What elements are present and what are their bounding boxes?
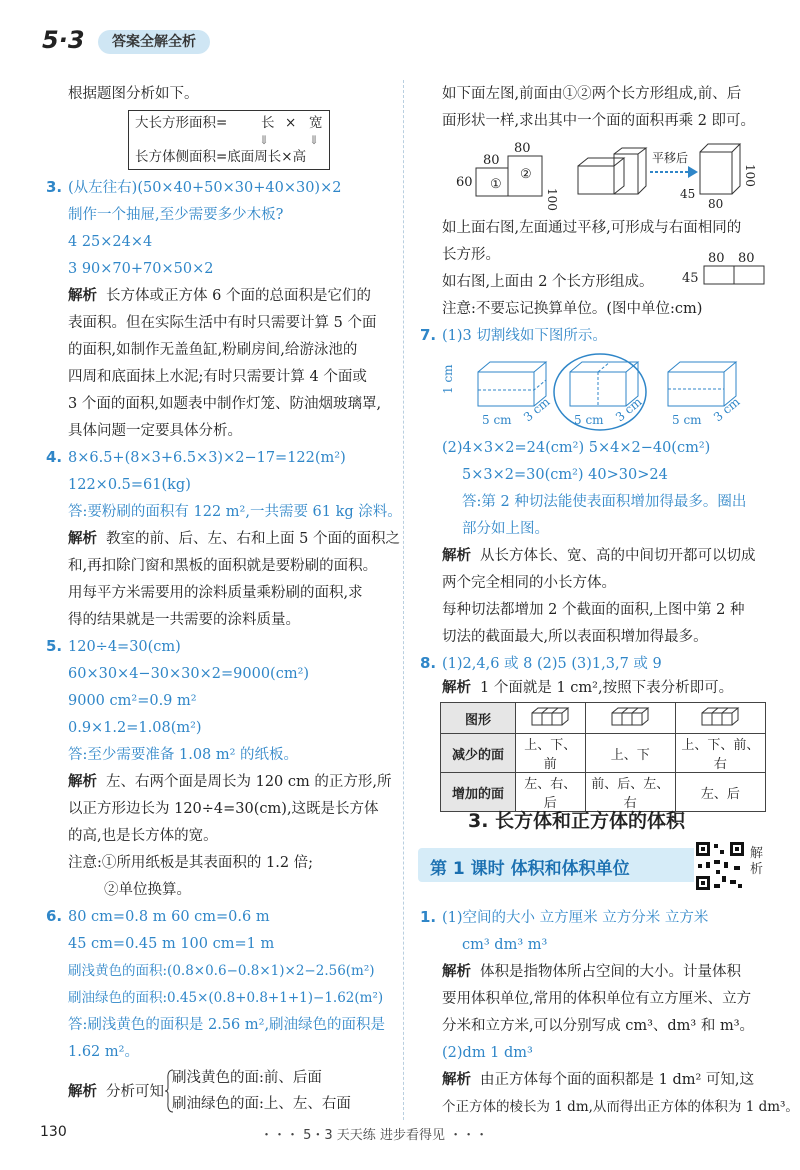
- q6-analysis-label: 解析: [68, 1083, 97, 1100]
- svg-text:5 cm: 5 cm: [482, 413, 512, 427]
- q7-line3: 5×3×2=30(cm²) 40>30>24: [462, 467, 668, 483]
- q4-analysis-1: 教室的前、后、左、右和上面 5 个面的面积之: [106, 531, 400, 547]
- q8-analysis-label: 解析: [442, 679, 471, 696]
- section-title: 3. 长方体和正方体的体积: [468, 810, 686, 832]
- formula-row1: 大长方形面积=: [135, 115, 228, 131]
- q5-analysis-4: 注意:①所用纸板是其表面积的 1.2 倍;: [68, 855, 314, 871]
- q6-line6: 1.62 m²。: [68, 1044, 139, 1060]
- svg-text:平移后: 平移后: [652, 151, 689, 165]
- q3-number: 3.: [46, 178, 63, 196]
- table-cell: 上、下、前: [516, 734, 586, 773]
- q4-analysis-label: 解析: [68, 530, 97, 547]
- q4-analysis-3: 用每平方米需要用的涂料质量乘粉刷的面积,求: [68, 585, 363, 601]
- svg-text:3 cm: 3 cm: [612, 394, 645, 425]
- q3-analysis-6: 具体问题一定要具体分析。: [68, 423, 242, 439]
- q3-analysis-1: 长方体或正方体 6 个面的总面积是它们的: [106, 288, 371, 304]
- s1-number: 1.: [420, 908, 437, 926]
- s1-analysis-b1: 由正方体每个面的面积都是 1 dm² 可知,这: [480, 1072, 755, 1088]
- q7-analysis-4: 切法的截面最大,所以表面积增加得最多。: [442, 629, 708, 645]
- arrow-down-icon: ⇓: [309, 133, 320, 147]
- table-cell: 左、后: [675, 773, 765, 812]
- header-title: 答案全解全析: [98, 30, 210, 54]
- svg-text:3 cm: 3 cm: [520, 394, 553, 425]
- formula-times: ×: [285, 115, 297, 131]
- table-cell: 前、后、左、右: [585, 773, 675, 812]
- svg-text:100: 100: [743, 164, 757, 187]
- r-para3: 如上面右图,左面通过平移,可形成与右面相同的: [442, 220, 742, 236]
- q3-line2: 制作一个抽屉,至少需要多少木板?: [68, 207, 284, 223]
- table-header-shape: 图形: [441, 703, 516, 734]
- cut-figure: [441, 350, 760, 432]
- q5-number: 5.: [46, 637, 63, 655]
- svg-text:3 cm: 3 cm: [710, 394, 743, 425]
- q7-line4: 答:第 2 种切法能使表面积增加得最多。圈出: [462, 494, 747, 510]
- formula-row2: 长方体侧面积=底面周长×高: [135, 149, 307, 165]
- s1-analysis-2: 要用体积单位,常用的体积单位有立方厘米、立方: [442, 991, 752, 1007]
- svg-text:80: 80: [708, 251, 725, 266]
- q8-number: 8.: [420, 654, 437, 672]
- r-para2: 面形状一样,求出其中一个面的面积再乘 2 即可。: [442, 113, 756, 129]
- s1-line3: (2)dm 1 dm³: [442, 1045, 533, 1061]
- q7-analysis-1: 从长方体长、宽、高的中间切开都可以切成: [480, 548, 756, 564]
- q4-line2: 122×0.5=61(kg): [68, 477, 191, 493]
- table-row: [441, 703, 766, 734]
- q6-analysis-b1: 刷浅黄色的面:前、后面: [172, 1070, 322, 1086]
- q6-number: 6.: [46, 907, 63, 925]
- footer-slogan: ・・・ 5・3 天天练 进步看得见 ・・・: [260, 1128, 489, 1143]
- svg-text:1 cm: 1 cm: [441, 364, 455, 394]
- q7-number: 7.: [420, 326, 437, 344]
- q6-analysis-b2: 刷油绿色的面:上、左、右面: [172, 1096, 351, 1112]
- qr-code-icon[interactable]: [694, 840, 746, 892]
- table-cell: 左、右、后: [516, 773, 586, 812]
- q5-line2: 60×30×4−30×30×2=9000(cm²): [68, 666, 310, 682]
- s1-line1: (1)空间的大小 立方厘米 立方分米 立方米: [442, 910, 709, 926]
- q3-analysis-5: 3 个面的面积,如题表中制作灯笼、防油烟玻璃罩,: [68, 396, 382, 412]
- formula-width: 宽: [309, 115, 323, 131]
- s1-analysis-label: 解析: [442, 963, 471, 980]
- q5-analysis-1: 左、右两个面是周长为 120 cm 的正方形,所: [106, 774, 392, 790]
- table-cell-shape-1: [516, 703, 586, 734]
- q4-line1: 8×6.5+(8×3+6.5×3)×2−17=122(m²): [68, 450, 346, 466]
- q5-line3: 9000 cm²=0.9 m²: [68, 693, 197, 709]
- table-cell: 上、下: [585, 734, 675, 773]
- analysis-table: [440, 702, 766, 812]
- q4-analysis-4: 得的结果就是一共需要的涂料质量。: [68, 612, 300, 628]
- svg-text:80: 80: [483, 153, 500, 168]
- svg-text:100: 100: [545, 188, 559, 211]
- q5-line1: 120÷4=30(cm): [68, 639, 181, 655]
- qr-label: 解析: [750, 846, 764, 877]
- q3-line4: 3 90×70+70×50×2: [68, 261, 214, 277]
- r-para5: 如右图,上面由 2 个长方形组成。: [442, 274, 654, 290]
- q8-line1: (1)2,4,6 或 8 (2)5 (3)1,3,7 或 9: [442, 656, 662, 672]
- q6-line3: 刷浅黄色的面积:(0.8×0.6−0.8×1)×2−2.56(m²): [68, 963, 375, 979]
- formula-length: 长: [261, 115, 275, 131]
- q3-analysis-label: 解析: [68, 287, 97, 304]
- s1-analysis-label2: 解析: [442, 1071, 471, 1088]
- r-para6: 注意:不要忘记换算单位。(图中单位:cm): [442, 301, 703, 317]
- q5-line4: 0.9×1.2=1.08(m²): [68, 720, 202, 736]
- s1-analysis-1: 体积是指物体所占空间的大小。计量体积: [480, 964, 741, 980]
- arrow-down-icon: ⇓: [259, 133, 270, 147]
- lesson-banner: [418, 848, 710, 882]
- svg-text:5 cm: 5 cm: [574, 413, 604, 427]
- column-divider: [403, 80, 404, 1120]
- q7-analysis-label: 解析: [442, 547, 471, 564]
- q7-line1: (1)3 切割线如下图所示。: [442, 328, 607, 344]
- page-number: 130: [40, 1124, 67, 1140]
- svg-text:①: ①: [490, 177, 502, 192]
- r-para4: 长方形。: [442, 247, 500, 263]
- q3-analysis-3: 的面积,如制作无盖鱼缸,粉刷房间,给游泳池的: [68, 342, 358, 358]
- svg-text:80: 80: [514, 141, 531, 156]
- table-header-reduce: 减少的面: [441, 734, 516, 773]
- q4-analysis-2: 和,再扣除门窗和黑板的面积就是要粉刷的面积。: [68, 558, 378, 574]
- s1-analysis-b2: 个正方体的棱长为 1 dm,从而得出正方体的体积为 1 dm³。: [442, 1099, 799, 1115]
- q5-analysis-3: 的高,也是长方体的宽。: [68, 828, 218, 844]
- lesson-title: 第 1 课时 体积和体积单位: [430, 859, 630, 879]
- formula-box: [128, 110, 330, 170]
- table-cell-shape-3: [675, 703, 765, 734]
- q6-line1: 80 cm=0.8 m 60 cm=0.6 m: [68, 909, 270, 925]
- q6-line2: 45 cm=0.45 m 100 cm=1 m: [68, 936, 275, 952]
- q3-analysis-4: 四周和底面抹上水泥;有时只需要计算 4 个面或: [68, 369, 367, 385]
- svg-text:60: 60: [456, 175, 473, 190]
- brand-logo: [40, 22, 90, 58]
- q6-line5: 答:刷浅黄色的面积是 2.56 m²,刷油绿色的面积是: [68, 1017, 386, 1033]
- svg-text:45: 45: [680, 187, 696, 201]
- q8-analysis-1: 1 个面就是 1 cm²,按照下表分析即可。: [480, 680, 734, 696]
- q7-analysis-3: 每种切法都增加 2 个截面的面积,上图中第 2 种: [442, 602, 745, 618]
- q3-analysis-2: 表面积。但在实际生活中有时只需要计算 5 个面: [68, 315, 377, 331]
- svg-text:5 cm: 5 cm: [672, 413, 702, 427]
- s1-line2: cm³ dm³ m³: [462, 937, 548, 953]
- table-cell: 上、下、前、右: [675, 734, 765, 773]
- table-row: [441, 734, 766, 773]
- top-face-figure: [680, 250, 766, 288]
- q5-analysis-label: 解析: [68, 773, 97, 790]
- q6-analysis-pre: 分析可知: [106, 1084, 164, 1100]
- svg-text:80: 80: [738, 251, 755, 266]
- q4-line3: 答:要粉刷的面积有 122 m²,一共需要 61 kg 涂料。: [68, 504, 402, 520]
- q5-line5: 答:至少需要准备 1.08 m² 的纸板。: [68, 747, 299, 763]
- table-header-increase: 增加的面: [441, 773, 516, 812]
- q5-analysis-2: 以正方形边长为 120÷4=30(cm),这既是长方体: [68, 801, 379, 817]
- q6-line4: 刷油绿色的面积:0.45×(0.8+0.8+1+1)−1.62(m²): [68, 990, 384, 1006]
- intro-text: 根据题图分析如下。: [68, 86, 199, 102]
- table-cell-shape-2: [585, 703, 675, 734]
- svg-text:②: ②: [520, 167, 532, 182]
- svg-text:45: 45: [682, 271, 699, 286]
- q7-line2: (2)4×3×2=24(cm²) 5×4×2−40(cm²): [442, 440, 711, 456]
- q7-line5: 部分如上图。: [462, 521, 549, 537]
- q5-analysis-5: ②单位换算。: [104, 882, 191, 898]
- svg-text:80: 80: [708, 197, 724, 211]
- front-face-figure: [450, 136, 780, 211]
- q3-line1: (从左往右)(50×40+50×30+40×30)×2: [68, 180, 342, 196]
- logo-text: 5·3: [42, 26, 85, 54]
- q4-number: 4.: [46, 448, 63, 466]
- r-para1: 如下面左图,前面由①②两个长方形组成,前、后: [442, 86, 742, 102]
- q7-analysis-2: 两个完全相同的小长方体。: [442, 575, 616, 591]
- q3-line3: 4 25×24×4: [68, 234, 153, 250]
- s1-analysis-3: 分米和立方米,可以分别写成 cm³、dm³ 和 m³。: [442, 1018, 755, 1034]
